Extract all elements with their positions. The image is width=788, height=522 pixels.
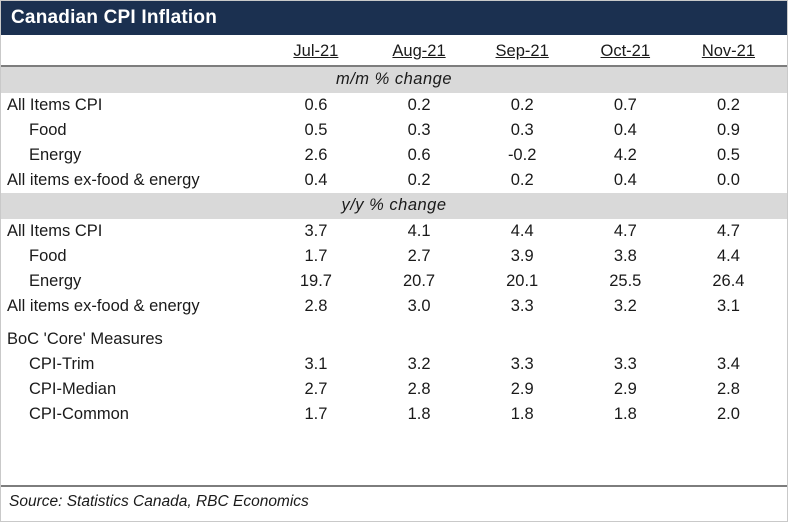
- cell-value: 0.2: [407, 171, 431, 189]
- table-row: [1, 219, 787, 244]
- table-row: [1, 269, 787, 294]
- cell-value: [684, 327, 787, 352]
- cell-value: 3.8: [613, 247, 637, 265]
- row-label: Energy: [29, 272, 82, 290]
- cell-value: 0.6: [407, 146, 431, 164]
- cell-value: 0.2: [407, 96, 431, 114]
- cell-value: 3.2: [613, 297, 637, 315]
- row-label: All Items CPI: [7, 222, 103, 240]
- row-label: Food: [29, 247, 67, 265]
- cell-value: 0.3: [407, 121, 431, 139]
- cell-value: 25.5: [609, 272, 642, 290]
- table-row: [1, 294, 787, 319]
- cell-value: 2.8: [407, 380, 431, 398]
- row-label: CPI-Trim: [29, 355, 95, 373]
- table-row: [1, 402, 787, 427]
- row-label: Energy: [29, 146, 82, 164]
- cell-value: 0.7: [613, 96, 637, 114]
- cell-value: 0.5: [304, 121, 328, 139]
- cell-value: 2.9: [510, 380, 534, 398]
- cell-value: 0.2: [716, 96, 740, 114]
- cell-value: 0.6: [304, 96, 328, 114]
- cell-value: 2.0: [716, 405, 740, 423]
- cell-value: 0.4: [613, 121, 637, 139]
- cell-value: 3.7: [304, 222, 328, 240]
- row-label: CPI-Median: [29, 380, 117, 398]
- table-header-row: [1, 35, 787, 65]
- cell-value: 0.9: [716, 121, 740, 139]
- cell-value: 4.1: [407, 222, 431, 240]
- cell-value: 3.2: [407, 355, 431, 373]
- column-header-nov-21: Nov-21: [701, 42, 756, 60]
- cell-value: 3.1: [304, 355, 328, 373]
- cell-value: 4.4: [510, 222, 534, 240]
- table-row: [1, 168, 787, 193]
- cell-value: 0.0: [716, 171, 740, 189]
- cell-value: 20.1: [506, 272, 539, 290]
- cell-value: 2.7: [304, 380, 328, 398]
- table-row: [1, 118, 787, 143]
- cell-value: 3.3: [613, 355, 637, 373]
- cell-value: 2.7: [407, 247, 431, 265]
- cell-value: 1.7: [304, 247, 328, 265]
- cell-value: 0.4: [613, 171, 637, 189]
- table-row: [1, 93, 787, 118]
- section-heading-mm: [1, 67, 787, 93]
- cell-value: 4.2: [613, 146, 637, 164]
- table-row: [1, 143, 787, 168]
- cell-value: [271, 327, 374, 352]
- cell-value: 26.4: [712, 272, 745, 290]
- cell-value: 4.7: [716, 222, 740, 240]
- table-row: [1, 327, 787, 352]
- cell-value: 3.3: [510, 355, 534, 373]
- cell-value: 2.8: [304, 297, 328, 315]
- cell-value: 19.7: [299, 272, 332, 290]
- cpi-data-table: [1, 35, 787, 427]
- cell-value: 0.5: [716, 146, 740, 164]
- cell-value: 0.3: [510, 121, 534, 139]
- cell-value: [478, 327, 581, 352]
- row-label: CPI-Common: [29, 405, 129, 423]
- cell-value: 3.0: [407, 297, 431, 315]
- cell-value: [581, 327, 684, 352]
- table-row: [1, 244, 787, 269]
- column-header-sep-21: Sep-21: [495, 42, 549, 60]
- table-row: [1, 377, 787, 402]
- row-label: All items ex-food & energy: [7, 297, 200, 315]
- cell-value: 4.4: [716, 247, 740, 265]
- cell-value: 1.8: [407, 405, 431, 423]
- row-label: Food: [29, 121, 67, 139]
- column-header-corner: [1, 35, 271, 65]
- cell-value: 1.7: [304, 405, 328, 423]
- cell-value: 2.6: [304, 146, 328, 164]
- cell-value: 3.4: [716, 355, 740, 373]
- cell-value: 2.8: [716, 380, 740, 398]
- cell-value: 20.7: [402, 272, 436, 290]
- cell-value: 4.7: [613, 222, 637, 240]
- row-spacer: [1, 319, 787, 327]
- cell-value: 0.2: [510, 171, 534, 189]
- row-label: All items ex-food & energy: [7, 171, 200, 189]
- section-heading-yy-label: y/y % change: [1, 193, 787, 219]
- cell-value: 1.8: [613, 405, 637, 423]
- column-header-aug-21: Aug-21: [392, 42, 446, 60]
- row-label: BoC 'Core' Measures: [7, 330, 163, 348]
- cell-value: 3.3: [510, 297, 534, 315]
- cell-value: -0.2: [507, 146, 537, 164]
- cell-value: 3.9: [510, 247, 534, 265]
- section-heading-yy: [1, 193, 787, 219]
- cell-value: [374, 327, 477, 352]
- page-title: Canadian CPI Inflation: [11, 7, 218, 28]
- column-header-jul-21: Jul-21: [293, 42, 339, 60]
- row-label: All Items CPI: [7, 96, 103, 114]
- source-note: Source: Statistics Canada, RBC Economics: [9, 493, 309, 510]
- cell-value: 1.8: [510, 405, 534, 423]
- figure-title-bar: [1, 1, 787, 35]
- cell-value: 0.4: [304, 171, 328, 189]
- cell-value: 3.1: [716, 297, 740, 315]
- section-heading-mm-label: m/m % change: [1, 67, 787, 93]
- cell-value: 2.9: [613, 380, 637, 398]
- table-row: [1, 352, 787, 377]
- cell-value: 0.2: [510, 96, 534, 114]
- column-header-oct-21: Oct-21: [600, 42, 651, 60]
- footer-rule: [1, 485, 787, 487]
